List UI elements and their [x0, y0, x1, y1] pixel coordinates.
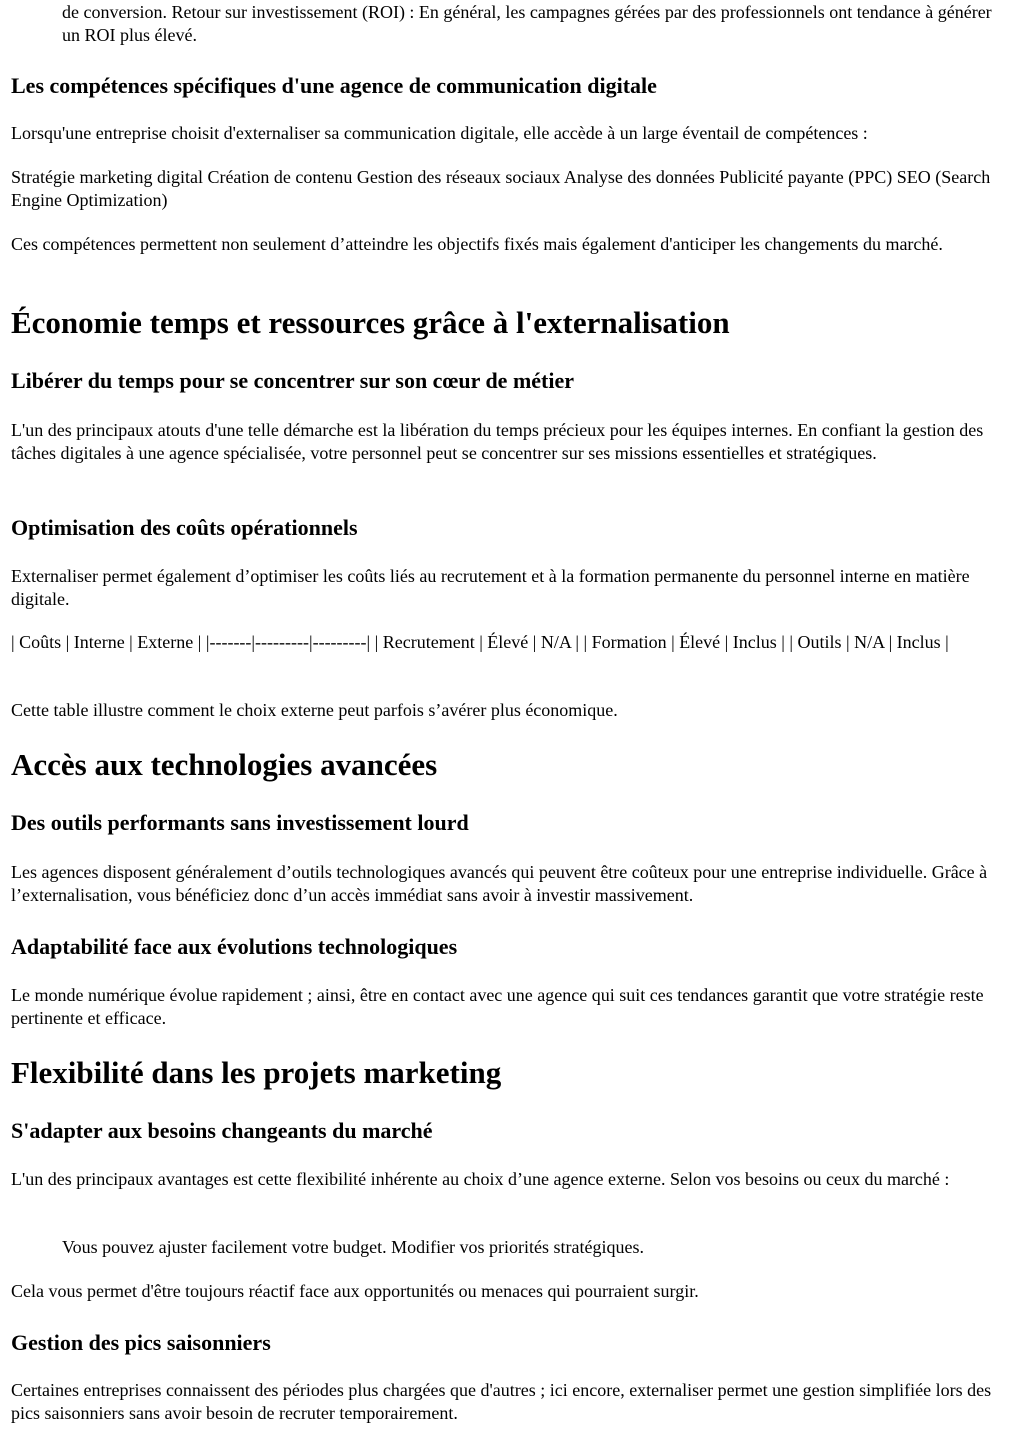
- pics-paragraph: Certaines entreprises connaissent des périodes plus chargées que d'autres ; ici encore, externaliser permet une gestion simplifiée lors des pics saisonniers sans avoir besoin de recruter temporairement.: [11, 1380, 992, 1423]
- couts-paragraph: Externaliser permet également d’optimiser les coûts liés au recrutement et à la formation permanente du personnel interne en matière digitale.: [11, 566, 970, 609]
- besoins-paragraph: L'un des principaux avantages est cette flexibilité inhérente au choix d’une agence externe. Selon vos besoins ou ceux du marché :: [11, 1169, 950, 1189]
- competences-conclusion: Ces compétences permettent non seulement d’atteindre les objectifs fixés mais également d'anticiper les changements du marché.: [11, 234, 943, 254]
- adaptabilite-subheading: Adaptabilité face aux évolutions technologiques: [11, 934, 458, 959]
- couts-subheading: Optimisation des coûts opérationnels: [11, 515, 358, 540]
- besoins-subheading: S'adapter aux besoins changeants du marché: [11, 1118, 433, 1143]
- economie-heading: Économie temps et ressources grâce à l'externalisation: [11, 305, 730, 340]
- couts-table-text: | Coûts | Interne | Externe | |-------|---------|---------| | Recrutement | Élevé | N/A | | Formation | Élevé | Inclus | | Outils | N/A | Inclus |: [11, 632, 949, 652]
- table-caption: Cette table illustre comment le choix externe peut parfois s’avérer plus économique.: [11, 700, 618, 720]
- temps-subheading: Libérer du temps pour se concentrer sur son cœur de métier: [11, 368, 574, 393]
- outils-subheading: Des outils performants sans investissement lourd: [11, 810, 469, 835]
- competences-heading: Les compétences spécifiques d'une agence de communication digitale: [11, 73, 657, 98]
- besoins-list: Vous pouvez ajuster facilement votre budget. Modifier vos priorités stratégiques.: [62, 1237, 645, 1257]
- roi-paragraph: de conversion. Retour sur investissement (ROI) : En général, les campagnes gérées par des professionnels ont tendance à générer un ROI plus élevé.: [62, 2, 992, 45]
- technologies-heading: Accès aux technologies avancées: [11, 747, 438, 782]
- temps-paragraph: L'un des principaux atouts d'une telle démarche est la libération du temps précieux pour les équipes internes. En confiant la gestion des tâches digitales à une agence spécialisée, votre personnel peut se concentrer sur ses missions essentielles et stratégiques.: [11, 420, 984, 463]
- outils-paragraph: Les agences disposent généralement d’outils technologiques avancés qui peuvent être coûteux pour une entreprise individuelle. Grâce à l’externalisation, vous bénéficiez donc d’un accès immédiat sans avoir à investir massivement.: [11, 862, 988, 905]
- competences-list: Stratégie marketing digital Création de contenu Gestion des réseaux sociaux Analyse des données Publicité payante (PPC) SEO (Search Engine Optimization): [11, 167, 991, 210]
- besoins-conclusion: Cela vous permet d'être toujours réactif face aux opportunités ou menaces qui pourraient surgir.: [11, 1281, 699, 1301]
- pics-subheading: Gestion des pics saisonniers: [11, 1330, 271, 1355]
- flexibilite-heading: Flexibilité dans les projets marketing: [11, 1055, 502, 1090]
- competences-intro: Lorsqu'une entreprise choisit d'externaliser sa communication digitale, elle accède à un large éventail de compétences :: [11, 123, 868, 143]
- adaptabilite-paragraph: Le monde numérique évolue rapidement ; ainsi, être en contact avec une agence qui suit ces tendances garantit que votre stratégie reste pertinente et efficace.: [11, 985, 984, 1028]
